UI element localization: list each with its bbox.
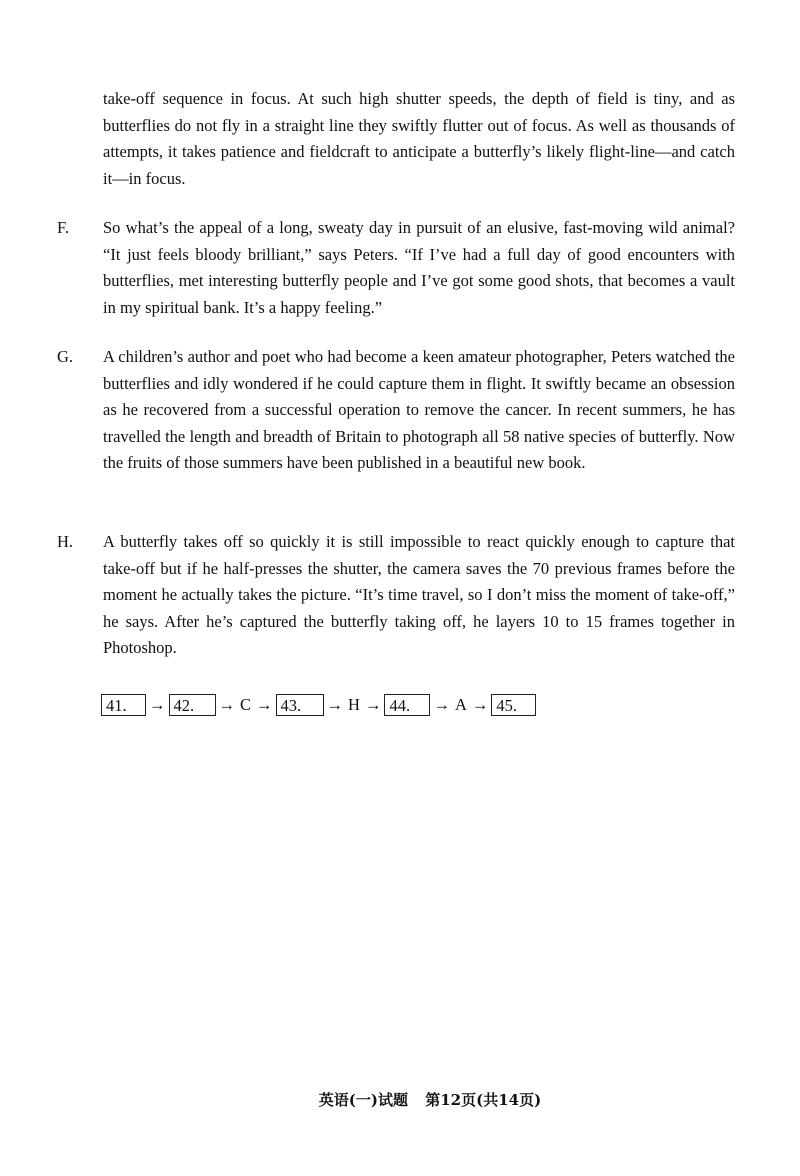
paragraph-f-text: So what’s the appeal of a long, sweaty day in pursuit of an elusive, fast-moving wild animal? “It just feels bloody brilliant,” says Peters. “If I’ve had a full day of good encounters with butterflies, met interesting butterfly people and I’ve got some good shots, that becomes a vault in my spiritual bank. It’s a happy feeling.” (103, 218, 735, 317)
answer-box-44[interactable]: 44. (384, 694, 430, 716)
paragraph-g (57, 344, 735, 477)
answer-box-43[interactable]: 43. (276, 694, 324, 716)
arrow-icon: → (218, 695, 235, 714)
paragraph-g-letter: G. (57, 347, 74, 366)
sequence-letter-a: A (454, 695, 467, 714)
answer-box-41[interactable]: 41. (101, 694, 146, 716)
answer-box-42[interactable]: 42. (169, 694, 216, 716)
paragraph-f-letter: F. (57, 218, 69, 237)
arrow-icon: → (149, 695, 166, 714)
paragraph-g-text: A children’s author and poet who had become a keen amateur photographer, Peters watched the butterflies and idly wondered if he could capture them in flight. It swiftly became an obsession as he recovered from a successful operation to remove the cancer. In recent summers, he has travelled the length and breadth of Britain to photograph all 58 native species of butterfly. Now the fruits of those summers have been published in a beautiful new book. (103, 347, 735, 473)
answer-sequence (101, 692, 536, 718)
arrow-icon: → (364, 695, 382, 714)
paragraph-continuation (80, 86, 735, 192)
paragraph-continuation-text: take-off sequence in focus. At such high shutter speeds, the depth of field is tiny, and as butterflies do not fly in a straight line they swiftly flutter out of focus. As well as thousands of attempts, it takes patience and fieldcraft to anticipate a butterfly’s likely flight-line—and catch it—in focus. (103, 89, 735, 188)
paragraph-f (57, 215, 735, 321)
arrow-icon: → (471, 695, 489, 714)
paragraph-h (57, 529, 735, 662)
page-footer (0, 1089, 800, 1110)
arrow-icon: → (433, 695, 450, 714)
sequence-letter-h: H (348, 695, 360, 714)
arrow-icon: → (256, 695, 273, 714)
paragraph-h-text: A butterfly takes off so quickly it is still impossible to react quickly enough to capture that take-off but if he half-presses the shutter, the camera saves the 70 previous frames before the moment he actually takes the picture. “It’s time travel, so I don’t miss the moment of take-off,” he says. After he’s captured the butterfly taking off, he layers 10 to 15 frames together in Photoshop. (103, 532, 735, 658)
paragraph-h-letter: H. (57, 532, 74, 551)
footer-subject: 英语(一)试题 (318, 1091, 408, 1109)
footer-page-info: 第12页(共14页) (425, 1091, 542, 1109)
arrow-icon: → (326, 695, 344, 714)
answer-box-45[interactable]: 45. (491, 694, 536, 716)
sequence-letter-c: C (240, 695, 252, 714)
